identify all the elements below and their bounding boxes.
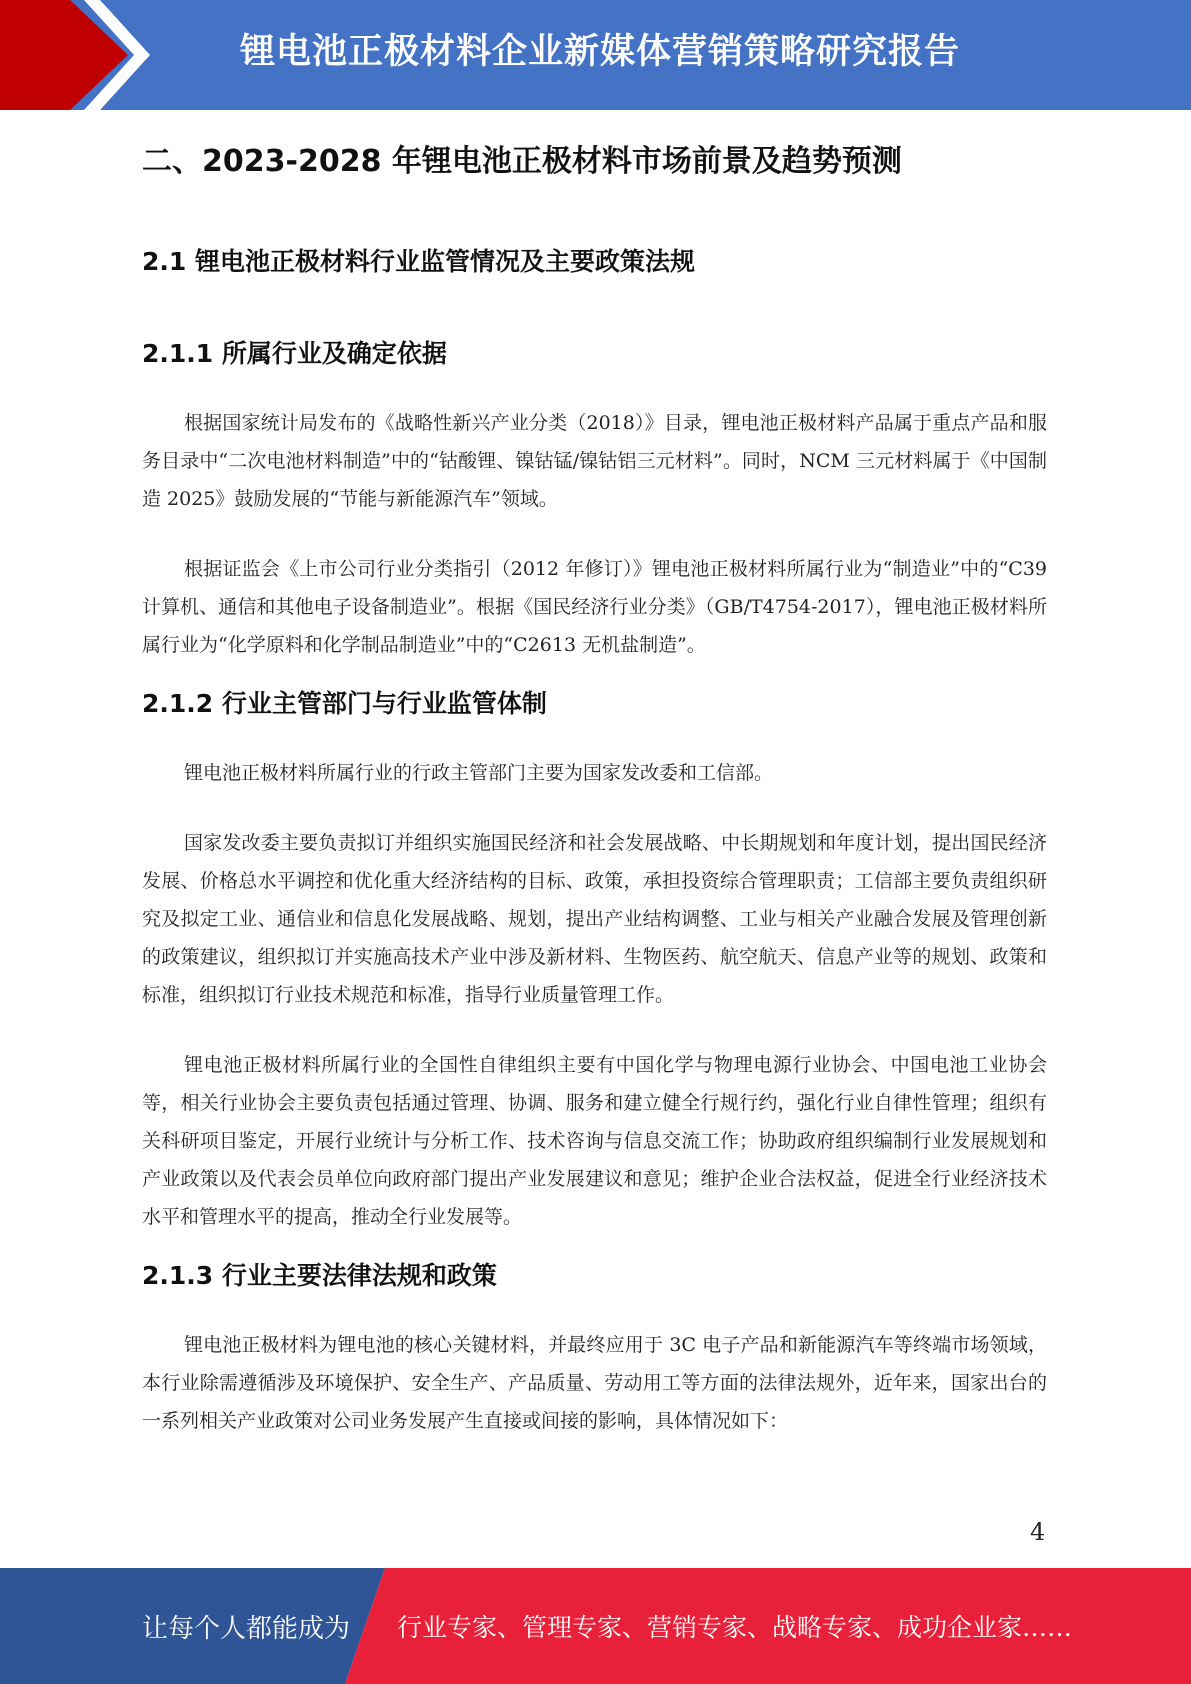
document-body xyxy=(142,128,1047,1440)
header-banner xyxy=(0,0,1191,110)
footer-slogan-right: 行业专家、管理专家、营销专家、战略专家、成功企业家…… xyxy=(397,1613,1073,1642)
heading-2-1-1: 2.1.1 所属行业及确定依据 xyxy=(142,339,447,368)
heading-2-1-2: 2.1.2 行业主管部门与行业监管体制 xyxy=(142,689,547,718)
report-title: 锂电池正极材料企业新媒体营销策略研究报告 xyxy=(240,32,961,72)
paragraph: 根据证监会《上市公司行业分类指引（2012 年修订）》锂电池正极材料所属行业为“制造业”中的“C39 计算机、通信和其他电子设备制造业”。根据《国民经济行业分类》（GB/T4754-2017），锂电池正极材料所属行业为“化学原料和化学制品制造业”中的“C2613 无机盐制造”。 xyxy=(142,558,1047,656)
section-title: 二、2023-2028 年锂电池正极材料市场前景及趋势预测 xyxy=(142,144,902,179)
footer-banner xyxy=(0,1568,1191,1684)
page-number: 4 xyxy=(1030,1518,1046,1546)
paragraph: 国家发改委主要负责拟订并组织实施国民经济和社会发展战略、中长期规划和年度计划，提出国民经济发展、价格总水平调控和优化重大经济结构的目标、政策，承担投资综合管理职责；工信部主要负责组织研究及拟定工业、通信业和信息化发展战略、规划，提出产业结构调整、工业与相关产业融合发展及管理创新的政策建议，组织拟订并实施高技术产业中涉及新材料、生物医药、航空航天、信息产业等的规划、政策和标准，组织拟订行业技术规范和标准，指导行业质量管理工作。 xyxy=(142,832,1047,1006)
paragraph: 锂电池正极材料为锂电池的核心关键材料，并最终应用于 3C 电子产品和新能源汽车等终端市场领域，本行业除需遵循涉及环境保护、安全生产、产品质量、劳动用工等方面的法律法规外，近年来，国家出台的一系列相关产业政策对公司业务发展产生直接或间接的影响，具体情况如下： xyxy=(142,1334,1047,1432)
header-arrow-decoration xyxy=(0,0,260,110)
paragraph: 根据国家统计局发布的《战略性新兴产业分类（2018）》目录，锂电池正极材料产品属于重点产品和服务目录中“二次电池材料制造”中的“钴酸锂、镍钴锰/镍钴铝三元材料”。同时，NCM 三元材料属于《中国制造 2025》鼓励发展的“节能与新能源汽车”领域。 xyxy=(142,412,1047,510)
subsection-title: 2.1 锂电池正极材料行业监管情况及主要政策法规 xyxy=(142,247,695,276)
footer-slogan-left: 让每个人都能成为 xyxy=(142,1614,351,1644)
paragraph: 锂电池正极材料所属行业的行政主管部门主要为国家发改委和工信部。 xyxy=(184,762,774,784)
heading-2-1-3: 2.1.3 行业主要法律法规和政策 xyxy=(142,1261,497,1290)
paragraph: 锂电池正极材料所属行业的全国性自律组织主要有中国化学与物理电源行业协会、中国电池工业协会等，相关行业协会主要负责包括通过管理、协调、服务和建立健全行规行约，强化行业自律性管理；组织有关科研项目鉴定，开展行业统计与分析工作、技术咨询与信息交流工作；协助政府组织编制行业发展规划和产业政策以及代表会员单位向政府部门提出产业发展建议和意见；维护企业合法权益，促进全行业经济技术水平和管理水平的提高，推动全行业发展等。 xyxy=(142,1054,1047,1228)
